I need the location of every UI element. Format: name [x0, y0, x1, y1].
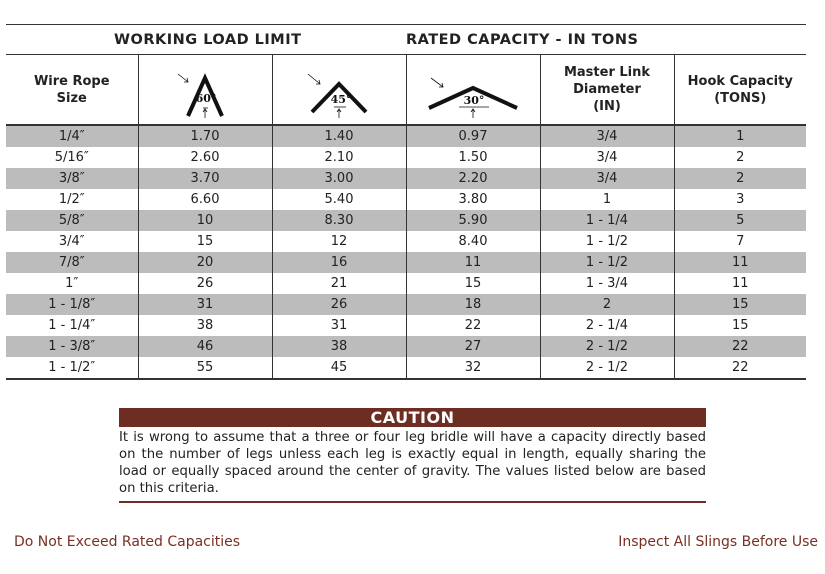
col-angle-45 [272, 55, 406, 126]
cell-master-link: 1 - 3/4 [540, 273, 674, 294]
cell-wll-60: 31 [138, 294, 272, 315]
cell-wll-45: 8.30 [272, 210, 406, 231]
cell-wire-rope-size: 3/4″ [6, 231, 138, 252]
cell-wll-30: 27 [406, 336, 540, 357]
cell-wll-60: 46 [138, 336, 272, 357]
cell-wll-60: 20 [138, 252, 272, 273]
cell-wire-rope-size: 1/4″ [6, 125, 138, 147]
col-master-link: Master Link Diameter (IN) [540, 55, 674, 126]
cell-wire-rope-size: 1 - 1/8″ [6, 294, 138, 315]
cell-wll-30: 8.40 [406, 231, 540, 252]
cell-wire-rope-size: 1 - 3/8″ [6, 336, 138, 357]
cell-wll-45: 45 [272, 357, 406, 379]
col-angle-60 [138, 55, 272, 126]
footer-right-text: Inspect All Slings Before Use [618, 534, 818, 550]
cell-wire-rope-size: 1 - 1/4″ [6, 315, 138, 336]
table-row [6, 252, 806, 273]
cell-hook-capacity: 15 [674, 294, 806, 315]
col-angle-30 [406, 55, 540, 126]
table-row [6, 147, 806, 168]
cell-wire-rope-size: 1 - 1/2″ [6, 357, 138, 379]
cell-wll-45: 38 [272, 336, 406, 357]
cell-master-link: 1 - 1/4 [540, 210, 674, 231]
footer-left-text: Do Not Exceed Rated Capacities [14, 534, 241, 550]
cell-wll-45: 26 [272, 294, 406, 315]
table-row [6, 336, 806, 357]
cell-hook-capacity: 11 [674, 252, 806, 273]
sling-angle-45-icon [284, 60, 394, 120]
cell-hook-capacity: 15 [731, 318, 749, 333]
cell-wire-rope-size: 7/8″ [6, 252, 138, 273]
table-row [6, 231, 806, 252]
cell-wire-rope-size: 3/8″ [6, 168, 138, 189]
cell-wll-30: 11 [406, 252, 540, 273]
table-column-header [6, 55, 806, 126]
cell-hook-capacity: 2 [674, 168, 806, 189]
cell-master-link: 2 - 1/2 [540, 336, 674, 357]
cell-wll-30: 22 [406, 315, 540, 336]
cell-master-link: 1 - 1/2 [540, 231, 674, 252]
cell-wll-45: 16 [272, 252, 406, 273]
cell-wll-30: 2.20 [406, 168, 540, 189]
cell-wll-30: 18 [406, 294, 540, 315]
cell-hook-capacity: 22 [674, 357, 806, 379]
table-group-header [6, 25, 806, 55]
cell-hook-capacity: 11 [731, 276, 749, 291]
cell-wll-60: 2.60 [138, 147, 272, 168]
cell-wire-rope-size: 5/16″ [6, 147, 138, 168]
cell-master-link: 3/4 [540, 147, 674, 168]
table-row [6, 189, 806, 210]
cell-master-link: 2 - 1/4 [540, 315, 674, 336]
cell-wll-30: 0.97 [406, 125, 540, 147]
sling-angle-60-icon [150, 60, 260, 120]
cell-wll-45: 5.40 [272, 189, 406, 210]
table-row [6, 315, 806, 336]
cell-wll-45: 1.40 [272, 125, 406, 147]
cell-hook-capacity: 5 [674, 210, 806, 231]
table-row [6, 125, 806, 147]
cell-wll-30: 15 [406, 273, 540, 294]
cell-wll-60: 26 [138, 273, 272, 294]
rated-capacity-heading: RATED CAPACITY - IN TONS [406, 25, 806, 55]
cell-wll-60: 10 [138, 210, 272, 231]
cell-master-link: 3/4 [540, 125, 674, 147]
sling-angle-30-icon [413, 60, 533, 120]
table-row [6, 210, 806, 231]
cell-master-link: 2 - 1/2 [540, 357, 674, 379]
cell-wll-60: 3.70 [138, 168, 272, 189]
cell-wll-45: 12 [272, 231, 406, 252]
cell-hook-capacity: 22 [674, 336, 806, 357]
cell-wll-60: 15 [138, 231, 272, 252]
cell-hook-capacity: 2 [736, 150, 745, 165]
cell-wll-30: 5.90 [406, 210, 540, 231]
caution-box [119, 408, 706, 503]
cell-wll-45: 2.10 [272, 147, 406, 168]
cell-wll-30: 3.80 [406, 189, 540, 210]
cell-master-link: 1 [540, 189, 674, 210]
angle-45-label: 45° [330, 92, 352, 106]
cell-wll-30: 1.50 [406, 147, 540, 168]
cell-wll-60: 6.60 [138, 189, 272, 210]
table-body [6, 125, 806, 379]
table-row [6, 273, 806, 294]
capacity-table [6, 24, 806, 380]
table-row [6, 168, 806, 189]
cell-wire-rope-size: 1″ [6, 273, 138, 294]
cell-wire-rope-size: 5/8″ [6, 210, 138, 231]
cell-wire-rope-size: 1/2″ [6, 189, 138, 210]
cell-hook-capacity: 3 [736, 192, 745, 207]
cell-wll-30: 32 [406, 357, 540, 379]
capacity-table-container [6, 24, 806, 380]
table-row [6, 294, 806, 315]
cell-wll-60: 38 [138, 315, 272, 336]
caution-title: CAUTION [119, 408, 706, 427]
table-row [6, 357, 806, 379]
cell-hook-capacity: 7 [736, 234, 745, 249]
cell-wll-45: 21 [272, 273, 406, 294]
cell-master-link: 3/4 [540, 168, 674, 189]
cell-wll-45: 31 [272, 315, 406, 336]
cell-wll-60: 55 [138, 357, 272, 379]
cell-wll-60: 1.70 [138, 125, 272, 147]
angle-30-label: 30° [463, 93, 485, 107]
caution-text: It is wrong to assume that a three or four leg bridle will have a capacity directly based on the number of legs unless each leg is exactly equal in length, equally sharing the load or equally spaced around the center of gravity. The values listed below are based on this criteria. [119, 429, 706, 503]
angle-60-label: 60° [195, 91, 217, 105]
col-hook-capacity: Hook Capacity (TONS) [674, 55, 806, 126]
cell-master-link: 1 - 1/2 [540, 252, 674, 273]
cell-wll-45: 3.00 [272, 168, 406, 189]
col-wire-rope-size: Wire Rope Size [6, 55, 138, 126]
cell-hook-capacity: 1 [674, 125, 806, 147]
cell-master-link: 2 [540, 294, 674, 315]
working-load-limit-heading: WORKING LOAD LIMIT [6, 25, 406, 55]
